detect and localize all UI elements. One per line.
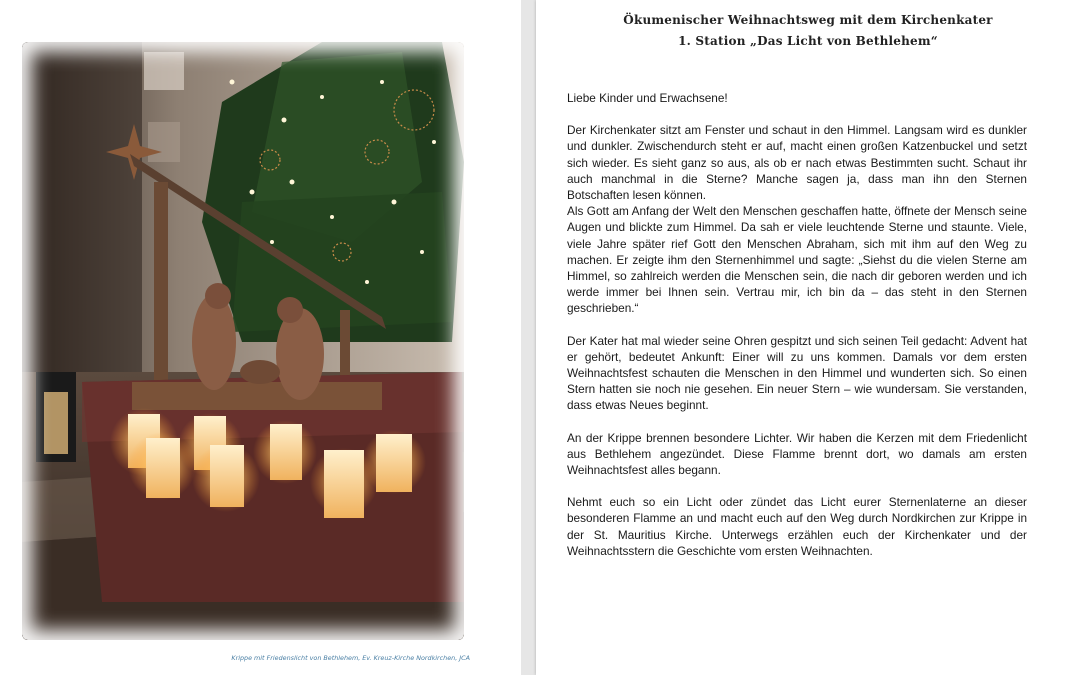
nativity-photo (22, 42, 464, 640)
photo-caption: Krippe mit Friedenslicht von Bethlehem, Ev. Kreuz-Kirche Nordkirchen, JCA (231, 654, 470, 662)
page-gutter (521, 0, 536, 675)
greeting: Liebe Kinder und Erwachsene! (567, 91, 728, 105)
page-title: Ökumenischer Weihnachtsweg mit dem Kirchenkater (623, 13, 993, 27)
paragraph: Der Kater hat mal wieder seine Ohren gespitzt und sich seinen Teil gedacht: Advent hat er gehört, bedeutet Ankunft: Einer will zu uns kommen. Damals vor dem ersten Weihnachtsfest schauten die Menschen in den Himmel und wunderten sich. So einen Stern hatten sie noch nie gesehen. Ein neuer Stern – wie wundersam. Sie verstanden, dass etwas Neues beginnt. (567, 333, 1027, 413)
document-body (567, 90, 1027, 575)
paragraph: Als Gott am Anfang der Welt den Menschen geschaffen hatte, öffnete der Mensch seine Augen und blickte zum Himmel. Da sah er viele leuchtende Sterne und staunte. Viele, viele Jahre später rief Gott den Menschen Abraham, sich mit ihm auf den Weg zu machen. Er zeigte ihm den Sternenhimmel und sagte: „Siehst du die vielen Sterne am Himmel, so zahlreich werden die Menschen sein, die nach dir geboren werden und ich werde immer bei Ihnen sein. Vertrau mir, ich bin da – das steht in den Sternen geschrieben.“ (567, 204, 1027, 316)
page-subtitle: 1. Station „Das Licht von Bethlehem“ (678, 34, 938, 48)
paragraph: An der Krippe brennen besondere Lichter. Wir haben die Kerzen mit dem Friedenlicht aus Bethlehem angezündet. Diese Flamme brennt dort, wo damals am ersten Weihnachtsfest alles begann. (567, 430, 1027, 478)
paragraph: Der Kirchenkater sitzt am Fenster und schaut in den Himmel. Langsam wird es dunkler und dunkler. Zwischendurch steht er auf, macht einen großen Katzenbuckel und setzt sich wieder. Es sieht ganz so aus, als ob er nach etwas Bestimmten sucht. Schaut ihr auch manchmal in die Sterne? Manche sagen ja, dass man ihn den Sternen Botschaften lesen können. (567, 123, 1027, 203)
paragraph: Nehmt euch so ein Licht oder zündet das Licht eurer Sternenlaterne an dieser besonderen Flamme an und macht euch auf den Weg durch Nordkirchen zur Krippe in der St. Mauritius Kirche. Unterwegs erzählen euch der Kirchenkater und der Weihnachtsstern die Geschichte vom ersten Weihnachten. (567, 495, 1027, 558)
